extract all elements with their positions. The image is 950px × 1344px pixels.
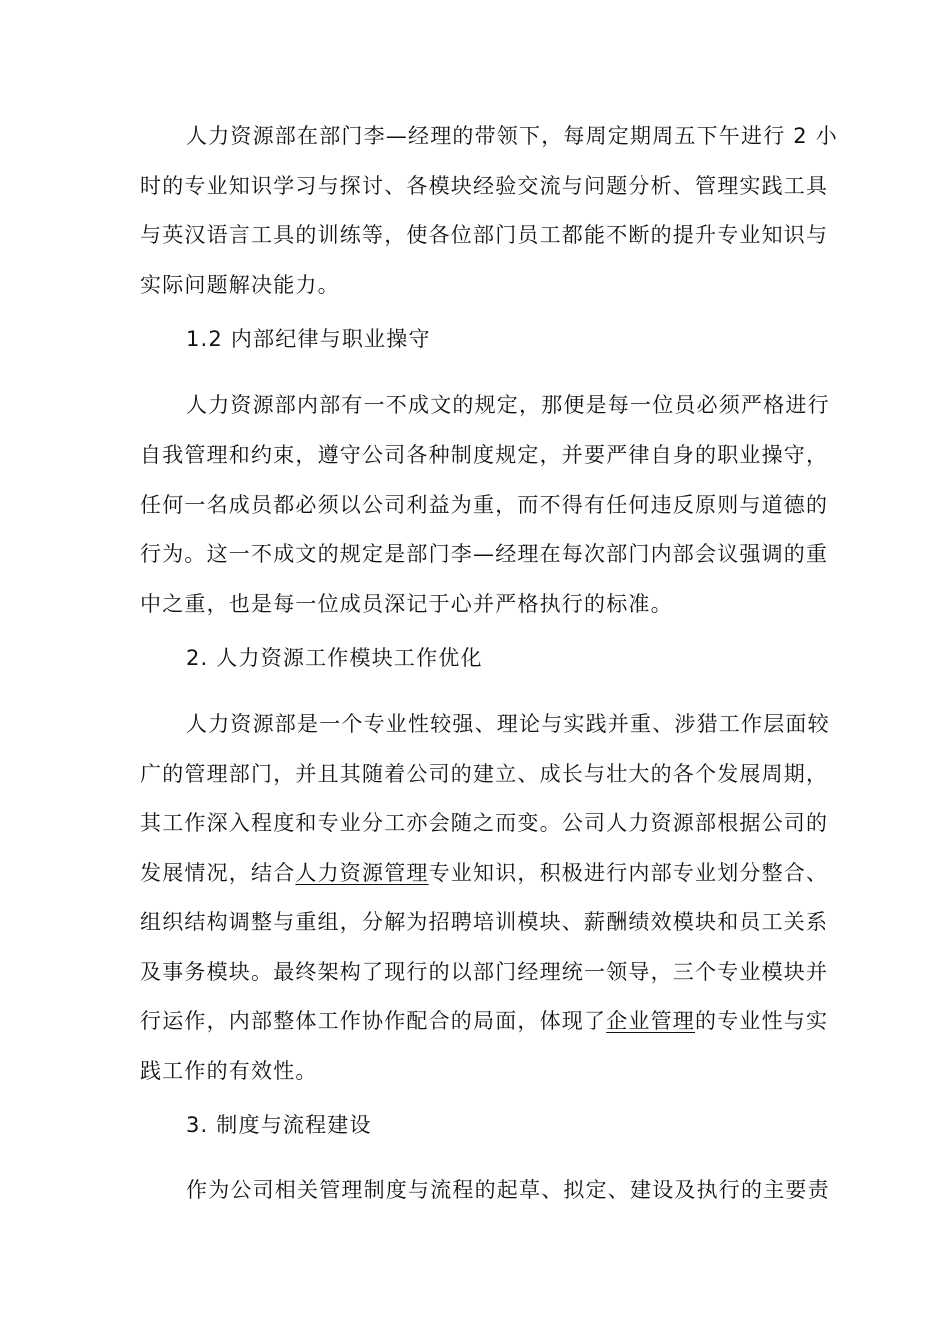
section-heading-3: 3. 制度与流程建设 — [186, 1113, 372, 1137]
hr-management-link[interactable]: 人力资源管理 — [295, 861, 429, 885]
line-text-after-link: 专业知识，积极进行内部专业划分整合、 — [428, 861, 829, 885]
paragraph-2-line-5: 中之重，也是每一位成员深记于心并严格执行的标准。 — [140, 592, 673, 616]
paragraph-3-line-3: 其工作深入程度和专业分工亦会随之而变。公司人力资源部根据公司的 — [140, 811, 829, 835]
paragraph-3-line-1: 人力资源部是一个专业性较强、理论与实践并重、涉猎工作层面较 — [186, 712, 830, 736]
paragraph-3-line-7 — [140, 1006, 828, 1036]
line-text-after-link: 的专业性与实 — [695, 1009, 829, 1033]
line-text-before-link: 发展情况，结合 — [140, 861, 296, 885]
paragraph-3-line-5: 组织结构调整与重组，分解为招聘培训模块、薪酬绩效模块和员工关系 — [140, 910, 829, 934]
paragraph-3-line-2: 广的管理部门，并且其随着公司的建立、成长与壮大的各个发展周期， — [140, 762, 829, 786]
paragraph-2-line-1: 人力资源部内部有一不成文的规定，那便是每一位员必须严格进行 — [186, 393, 830, 417]
paragraph-1-line-4: 实际问题解决能力。 — [140, 273, 340, 297]
paragraph-1-line-3: 与英汉语言工具的训练等，使各位部门员工都能不断的提升专业知识与 — [140, 223, 829, 247]
section-heading-2: 2. 人力资源工作模块工作优化 — [186, 646, 483, 670]
paragraph-1-line-1: 人力资源部在部门李—经理的带领下，每周定期周五下午进行 2 小 — [186, 124, 838, 148]
enterprise-management-link[interactable]: 企业管理 — [606, 1009, 696, 1033]
paragraph-1-line-2: 时的专业知识学习与探讨、各模块经验交流与问题分析、管理实践工具 — [140, 174, 829, 198]
paragraph-2-line-2: 自我管理和约束，遵守公司各种制度规定，并要严律自身的职业操守， — [140, 443, 829, 467]
paragraph-3-line-8: 践工作的有效性。 — [140, 1059, 318, 1083]
paragraph-2-line-4: 行为。这一不成文的规定是部门李—经理在每次部门内部会议强调的重 — [140, 542, 829, 566]
paragraph-3-line-4 — [140, 858, 828, 888]
paragraph-4-line-1: 作为公司相关管理制度与流程的起草、拟定、建设及执行的主要责 — [186, 1178, 830, 1202]
paragraph-2-line-3: 任何一名成员都必须以公司利益为重，而不得有任何违反原则与道德的 — [140, 493, 829, 517]
paragraph-3-line-6: 及事务模块。最终架构了现行的以部门经理统一领导，三个专业模块并 — [140, 960, 829, 984]
line-text-before-link: 行运作，内部整体工作协作配合的局面，体现了 — [140, 1009, 607, 1033]
section-heading-1-2: 1.2 内部纪律与职业操守 — [186, 327, 431, 351]
